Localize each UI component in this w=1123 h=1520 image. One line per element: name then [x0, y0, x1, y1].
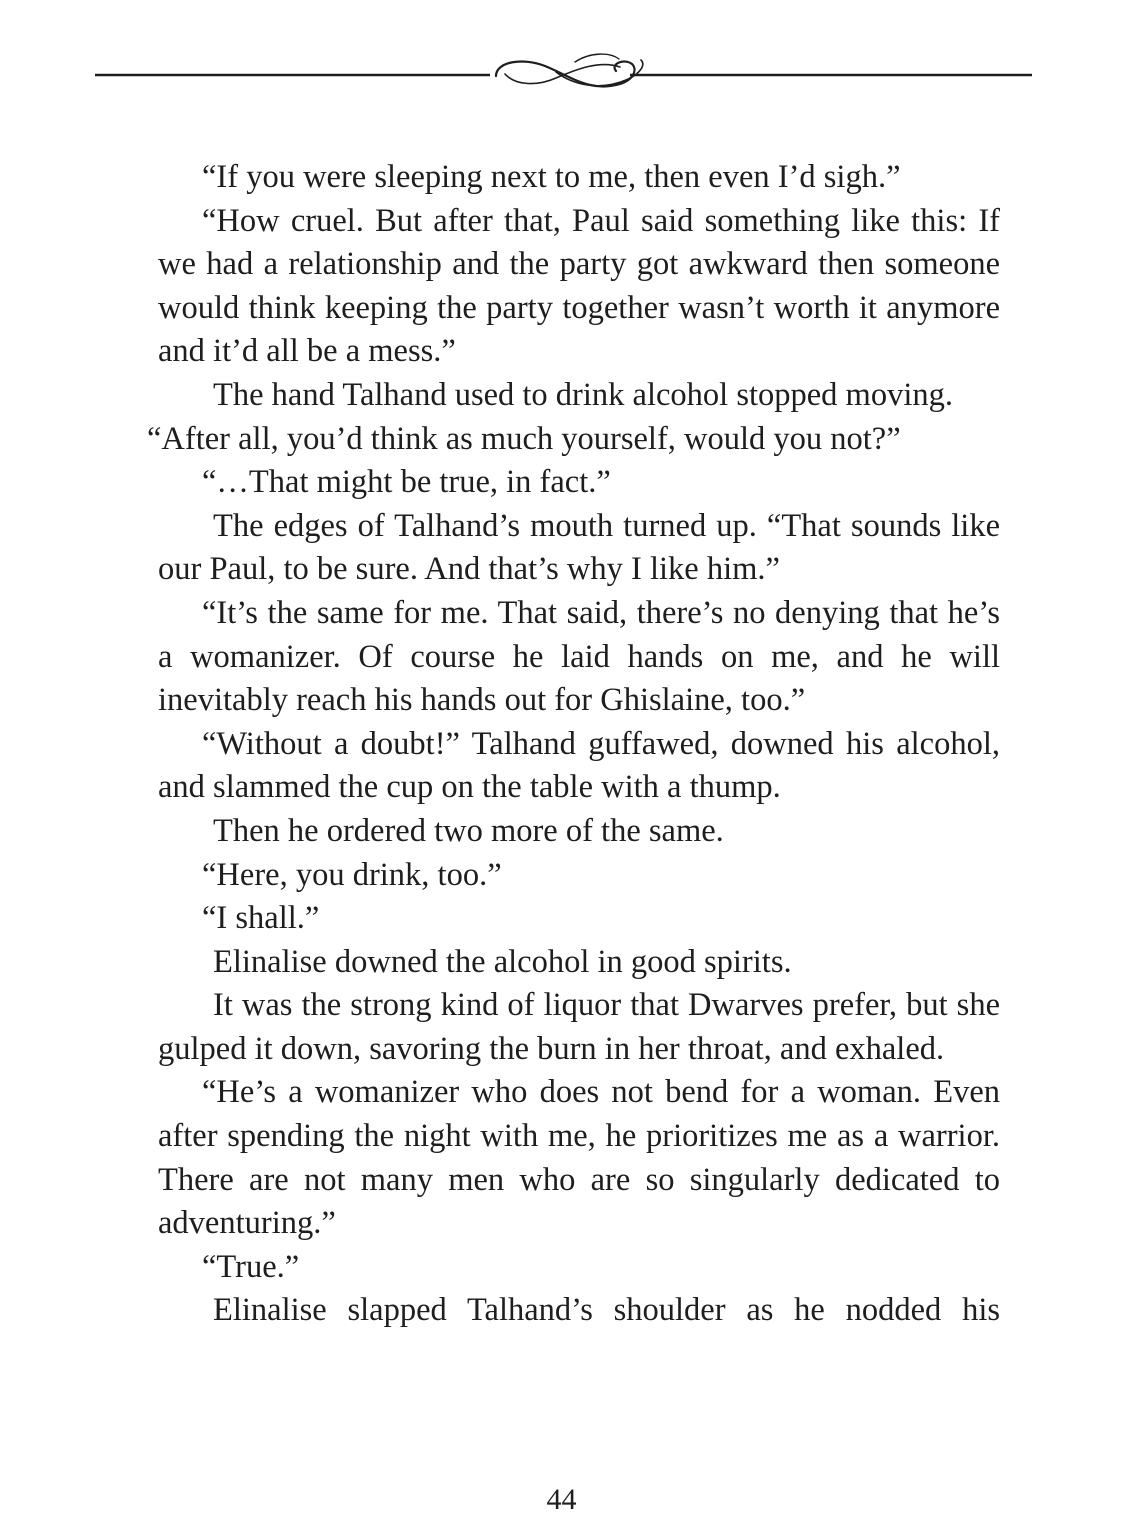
- paragraph-6: The edges of Talhand’s mouth turned up. “That sounds like our Paul, to be sure. And that’s why I like him.”: [158, 507, 1000, 588]
- page-number: 44: [546, 1483, 577, 1516]
- paragraph-1: “If you were sleeping next to me, then even I’d sigh.”: [202, 159, 901, 195]
- paragraph-10: “Here, you drink, too.”: [202, 856, 502, 893]
- paragraph-2: “How cruel. But after that, Paul said something like this: If we had a relationship and the party got awkward then someone would think keeping the party together wasn’t worth it anymore and it’d all be a mess.”: [158, 202, 1000, 370]
- paragraph-8: “Without a doubt!” Talhand guffawed, downed his alcohol, and slammed the cup on the table with a thump.: [158, 725, 1000, 806]
- paragraph-16: Elinalise slapped Talhand’s shoulder as he nodded his: [213, 1292, 1000, 1329]
- paragraph-13: It was the strong kind of liquor that Dwarves prefer, but she gulped it down, savoring the burn in her throat, and exhaled.: [158, 987, 1000, 1067]
- paragraph-3: The hand Talhand used to drink alcohol stopped moving.: [213, 376, 953, 413]
- paragraph-9: Then he ordered two more of the same.: [213, 812, 724, 849]
- paragraph-14: “He’s a womanizer who does not bend for a woman. Even after spending the night with me, he prioritizes me as a warrior. There are not many men who are so singularly dedicated to adventuring.”: [158, 1074, 1000, 1242]
- paragraph-12: Elinalise downed the alcohol in good spirits.: [213, 943, 792, 980]
- paragraph-5: “…That might be true, in fact.”: [202, 464, 611, 501]
- book-page-text: [147, 156, 1000, 1333]
- paragraph-7: “It’s the same for me. That said, there’s no denying that he’s a womanizer. Of course he laid hands on me, and he will inevitably reach his hands out for Ghislaine, too.”: [158, 594, 1000, 719]
- flourish-divider-icon: [0, 40, 1123, 120]
- paragraph-15: “True.”: [202, 1248, 300, 1285]
- paragraph-11: “I shall.”: [202, 900, 320, 937]
- paragraph-4: “After all, you’d think as much yourself, would you not?”: [147, 420, 901, 457]
